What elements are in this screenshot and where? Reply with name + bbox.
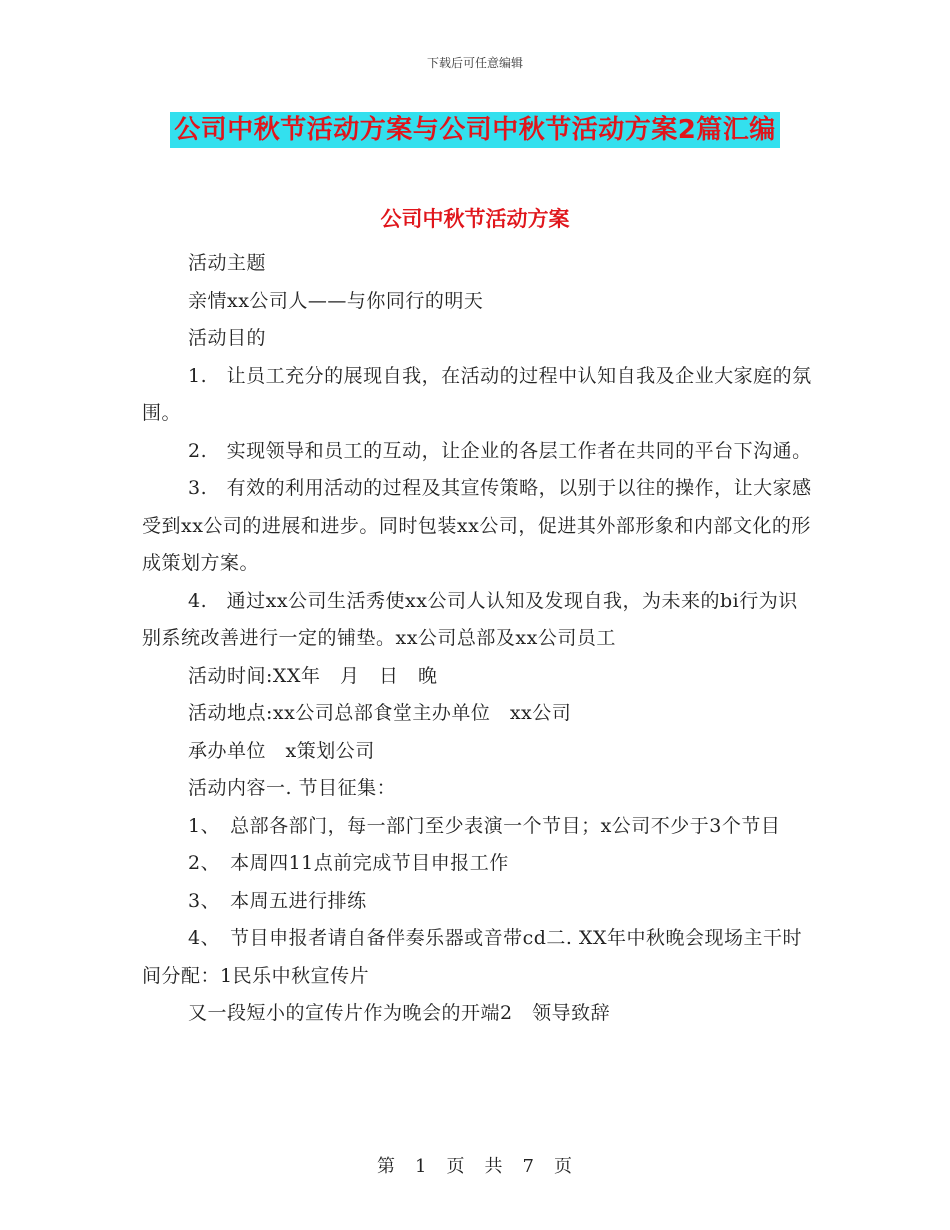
paragraph: 2、 本周四11点前完成节目申报工作 [188,852,509,874]
paragraph: 2. 实现领导和员工的互动，让企业的各层工作者在共同的平台下沟通。 [188,439,812,462]
page-number-footer: 第 1 页 共 7 页 [377,1156,573,1177]
paragraph: 4、 节目申报者请自备伴奏乐器或音带cd二. XX年中秋晚会现场主干时间分配：1民乐中秋宣传片 [142,927,803,987]
paragraph: 1. 让员工充分的展现自我，在活动的过程中认知自我及企业大家庭的氛围。 [142,364,812,424]
paragraph: 3、 本周五进行排练 [188,889,367,912]
document-title-container [0,112,950,148]
paragraph: 1、 总部各部门，每一部门至少表演一个节目；x公司不少于3个节目 [188,814,781,837]
paragraph: 亲情xx公司人——与你同行的明天 [188,289,484,312]
document-title: 公司中秋节活动方案与公司中秋节活动方案2篇汇编 [170,112,780,148]
document-body [142,245,812,1033]
paragraph: 活动地点:xx公司总部食堂主办单位 xx公司 [188,702,572,724]
paragraph: 活动内容一. 节目征集： [188,777,397,799]
paragraph: 4. 通过xx公司生活秀使xx公司人认知及发现自我，为未来的bi行为识别系统改善进行一定的铺垫。xx公司总部及xx公司员工 [142,589,798,649]
paragraph: 活动主题 [188,252,267,274]
paragraph: 承办单位 x策划公司 [188,739,375,762]
paragraph: 3. 有效的利用活动的过程及其宣传策略，以别于以往的操作，让大家感受到xx公司的进展和进步。同时包装xx公司，促进其外部形象和内部文化的形成策划方案。 [142,477,812,574]
paragraph: 活动目的 [188,327,267,349]
section-title: 公司中秋节活动方案 [380,207,570,231]
paragraph: 又一段短小的宣传片作为晚会的开端2 领导致辞 [188,1002,611,1024]
paragraph: 活动时间:XX年 月 日 晚 [188,664,438,687]
header-note: 下载后可任意编辑 [426,56,523,70]
